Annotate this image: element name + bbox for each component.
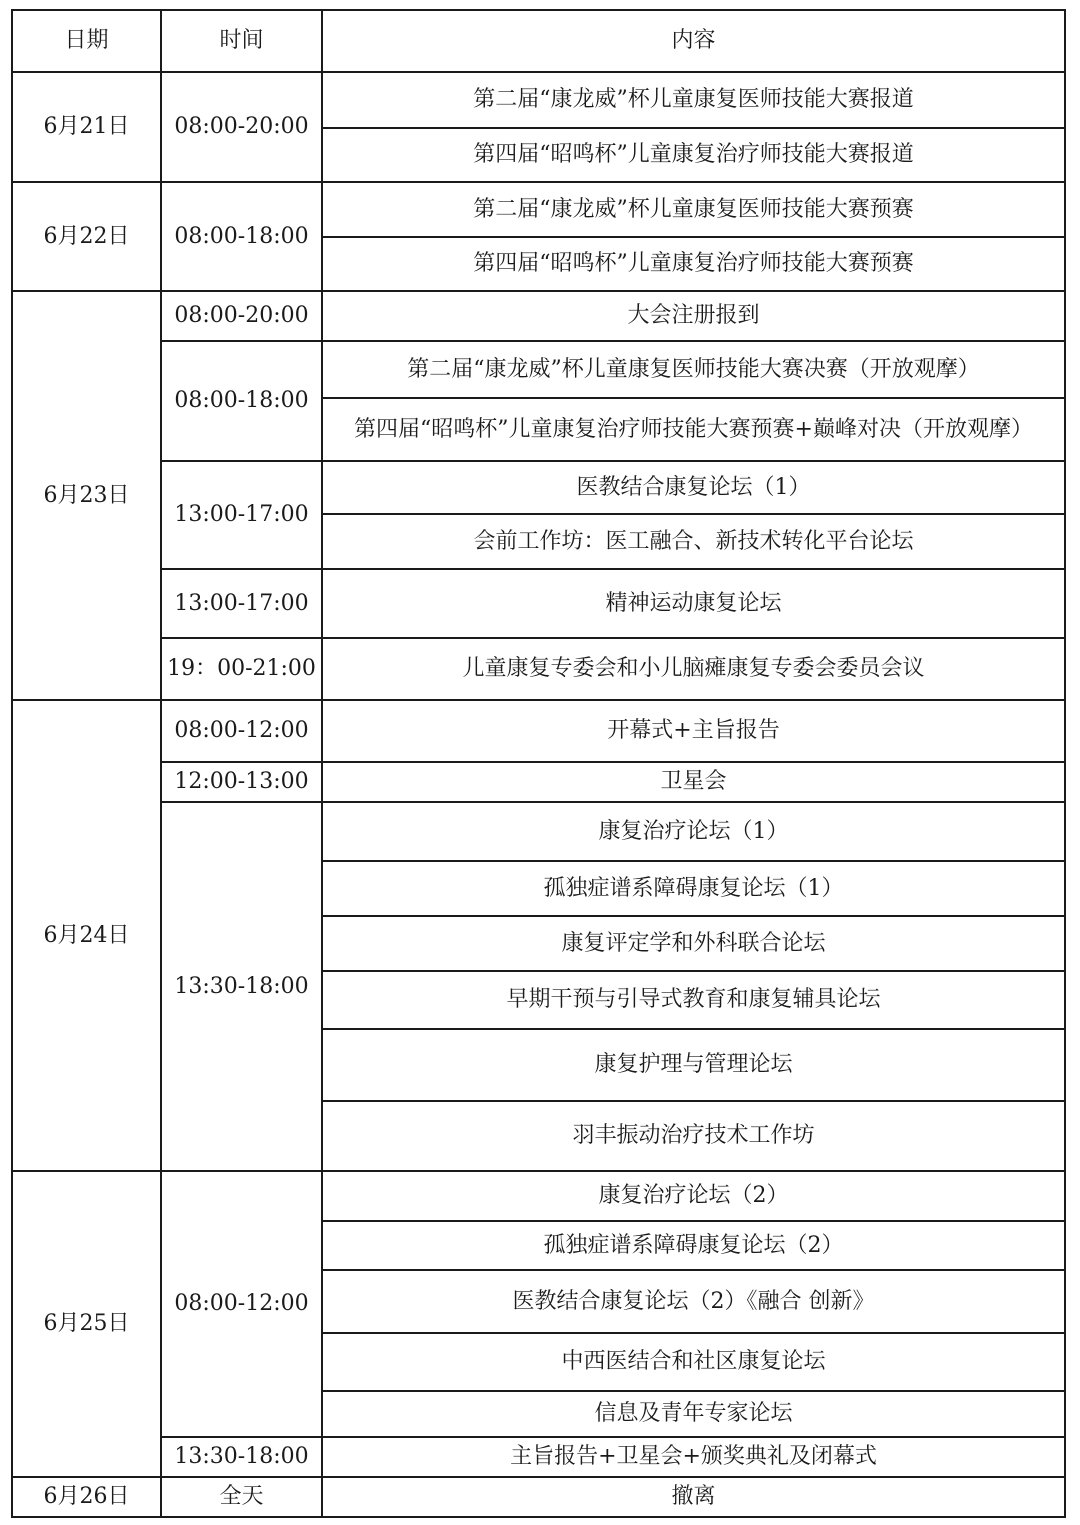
schedule-row [12,762,1065,802]
schedule-row [12,569,1065,638]
time-cell: 13:00-17:00 [161,461,322,569]
time-cell: 08:00-20:00 [161,291,322,341]
time-cell: 08:00-18:00 [161,182,322,291]
schedule-row [12,700,1065,762]
content-cell: 医教结合康复论坛（1） [322,461,1065,514]
content-cell: 康复治疗论坛（2） [322,1171,1065,1221]
time-cell: 19：00-21:00 [161,638,322,700]
schedule-row [12,802,1065,861]
content-cell: 卫星会 [322,762,1065,802]
content-cell: 主旨报告+卫星会+颁奖典礼及闭幕式 [322,1437,1065,1477]
schedule-row [12,182,1065,237]
content-cell: 第四届“昭鸣杯”儿童康复治疗师技能大赛预赛+巅峰对决（开放观摩） [322,398,1065,461]
content-cell: 康复评定学和外科联合论坛 [322,916,1065,971]
content-cell: 康复治疗论坛（1） [322,802,1065,861]
header-date: 日期 [12,10,161,72]
time-cell: 13:30-18:00 [161,802,322,1171]
time-cell: 13:00-17:00 [161,569,322,638]
content-cell: 开幕式+主旨报告 [322,700,1065,762]
schedule-row [12,461,1065,514]
header-time: 时间 [161,10,322,72]
date-cell: 6月21日 [12,72,161,182]
schedule-table [11,9,1066,1518]
content-cell: 会前工作坊：医工融合、新技术转化平台论坛 [322,514,1065,569]
date-cell: 6月26日 [12,1477,161,1517]
time-cell: 全天 [161,1477,322,1517]
content-cell: 孤独症谱系障碍康复论坛（2） [322,1221,1065,1270]
content-cell: 大会注册报到 [322,291,1065,341]
date-cell: 6月22日 [12,182,161,291]
time-cell: 12:00-13:00 [161,762,322,802]
schedule-row [12,1437,1065,1477]
schedule-body [12,72,1065,1517]
schedule-row [12,291,1065,341]
header-row [12,10,1065,72]
time-cell: 08:00-20:00 [161,72,322,182]
schedule-row [12,1477,1065,1517]
header-content: 内容 [322,10,1065,72]
time-cell: 08:00-12:00 [161,1171,322,1437]
time-cell: 08:00-12:00 [161,700,322,762]
content-cell: 第二届“康龙威”杯儿童康复医师技能大赛预赛 [322,182,1065,237]
content-cell: 儿童康复专委会和小儿脑瘫康复专委会委员会议 [322,638,1065,700]
schedule-row [12,1171,1065,1221]
content-cell: 精神运动康复论坛 [322,569,1065,638]
schedule-row [12,638,1065,700]
schedule-row [12,72,1065,128]
date-cell: 6月23日 [12,291,161,700]
date-cell: 6月25日 [12,1171,161,1477]
content-cell: 康复护理与管理论坛 [322,1029,1065,1101]
time-cell: 08:00-18:00 [161,341,322,461]
content-cell: 第二届“康龙威”杯儿童康复医师技能大赛报道 [322,72,1065,128]
content-cell: 羽丰振动治疗技术工作坊 [322,1101,1065,1171]
time-cell: 13:30-18:00 [161,1437,322,1477]
date-cell: 6月24日 [12,700,161,1171]
content-cell: 第四届“昭鸣杯”儿童康复治疗师技能大赛预赛 [322,237,1065,291]
content-cell: 第四届“昭鸣杯”儿童康复治疗师技能大赛报道 [322,128,1065,182]
content-cell: 撤离 [322,1477,1065,1517]
content-cell: 中西医结合和社区康复论坛 [322,1333,1065,1391]
content-cell: 医教结合康复论坛（2）《融合 创新》 [322,1270,1065,1333]
schedule-row [12,341,1065,398]
content-cell: 第二届“康龙威”杯儿童康复医师技能大赛决赛（开放观摩） [322,341,1065,398]
content-cell: 信息及青年专家论坛 [322,1391,1065,1437]
content-cell: 早期干预与引导式教育和康复辅具论坛 [322,971,1065,1029]
content-cell: 孤独症谱系障碍康复论坛（1） [322,861,1065,916]
